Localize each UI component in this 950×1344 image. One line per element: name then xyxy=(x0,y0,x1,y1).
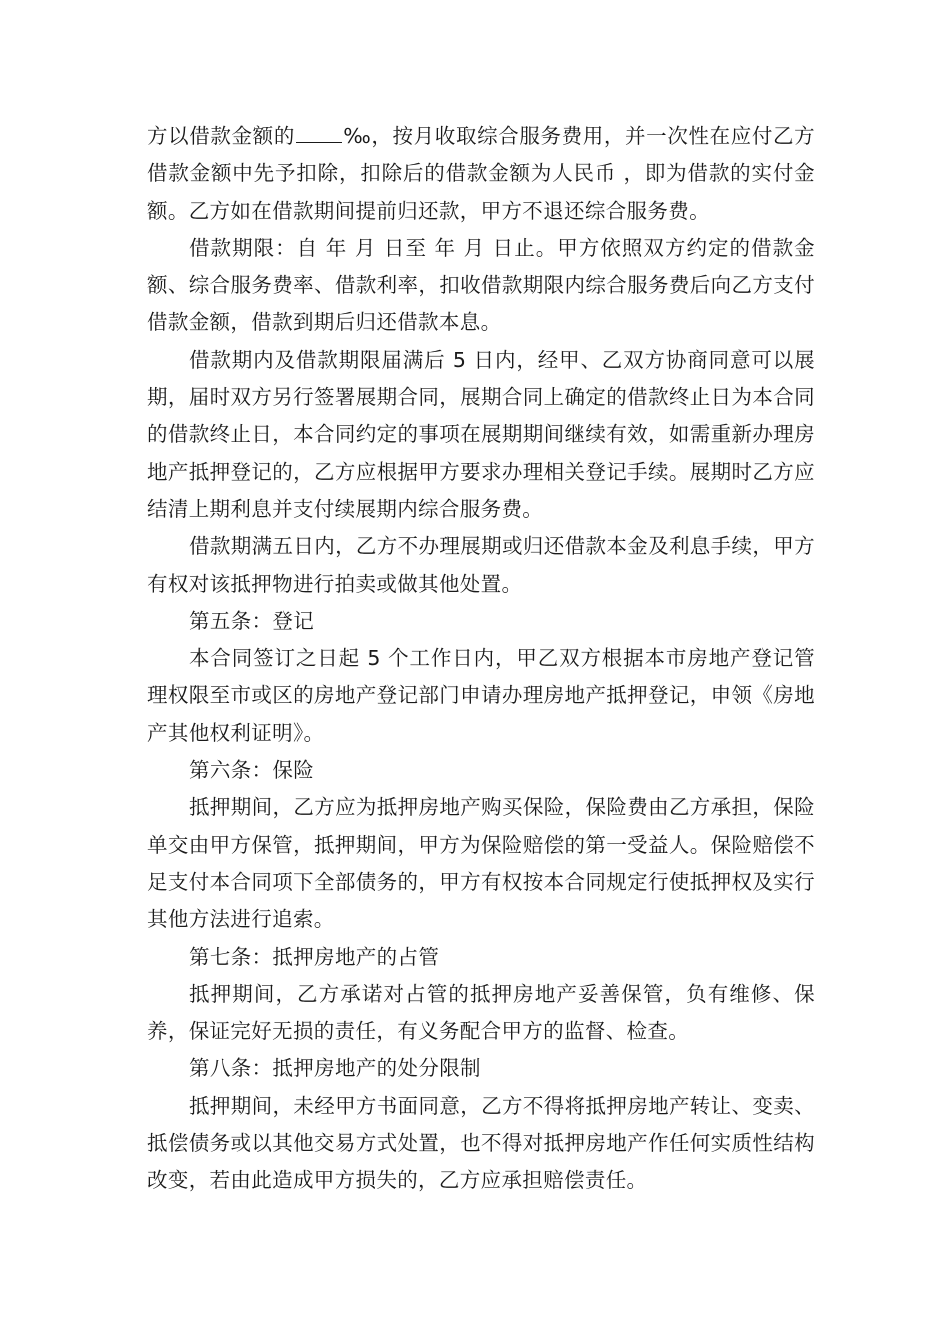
heading-article-5: 第五条：登记 xyxy=(189,608,315,633)
paragraph-service-fee xyxy=(147,118,815,230)
fill-in-blank xyxy=(296,124,342,143)
paragraph-text: ‰，按月收取综合服务费用，并一次性在应付乙方借款金额中先予扣除，扣除后的借款金额为人民币 ，即为借款的实付金额。乙方如在借款期间提前归还款，甲方不退还综合服务费。 xyxy=(147,124,815,223)
paragraph-loan-term: 借款期限：自 年 月 日至 年 月 日止。甲方依照双方约定的借款金额、综合服务费率、借款利率，扣收借款期限内综合服务费后向乙方支付借款金额，借款到期后归还借款本息。 xyxy=(147,235,815,335)
paragraph-text: 方以借款金额的 xyxy=(147,124,295,148)
paragraph-custody: 抵押期间，乙方承诺对占管的抵押房地产妥善保管，负有维修、保养，保证完好无损的责任，有义务配合甲方的监督、检查。 xyxy=(147,981,815,1044)
paragraph-registration: 本合同签订之日起 5 个工作日内，甲乙双方根据本市房地产登记管理权限至市或区的房地产登记部门申请办理房地产抵押登记，申领《房地产其他权利证明》。 xyxy=(147,646,815,745)
paragraph-disposal-limit: 抵押期间，未经甲方书面同意，乙方不得将抵押房地产转让、变卖、抵偿债务或以其他交易方式处置，也不得对抵押房地产作任何实质性结构改变，若由此造成甲方损失的，乙方应承担赔偿责任。 xyxy=(147,1093,815,1193)
paragraph-insurance: 抵押期间，乙方应为抵押房地产购买保险，保险费由乙方承担，保险单交由甲方保管，抵押期间，甲方为保险赔偿的第一受益人。保险赔偿不足支付本合同项下全部债务的，甲方有权按本合同规定行使抵押权及实行其他方法进行追索。 xyxy=(147,795,815,932)
heading-article-7: 第七条：抵押房地产的占管 xyxy=(189,944,440,969)
document-body xyxy=(147,118,815,1200)
paragraph-disposal-right: 借款期满五日内，乙方不办理展期或归还借款本金及利息手续，甲方有权对该抵押物进行拍卖或做其他处置。 xyxy=(147,534,815,596)
paragraph-extension: 借款期内及借款期限届满后 5 日内，经甲、乙双方协商同意可以展期，届时双方另行签署展期合同，展期合同上确定的借款终止日为本合同的借款终止日，本合同约定的事项在展期期间继续有效，如需重新办理房地产抵押登记的，乙方应根据甲方要求办理相关登记手续。展期时乙方应结清上期利息并支付续展期内综合服务费。 xyxy=(147,347,815,521)
heading-article-6: 第六条：保险 xyxy=(189,758,315,783)
heading-article-8: 第八条：抵押房地产的处分限制 xyxy=(189,1056,481,1081)
